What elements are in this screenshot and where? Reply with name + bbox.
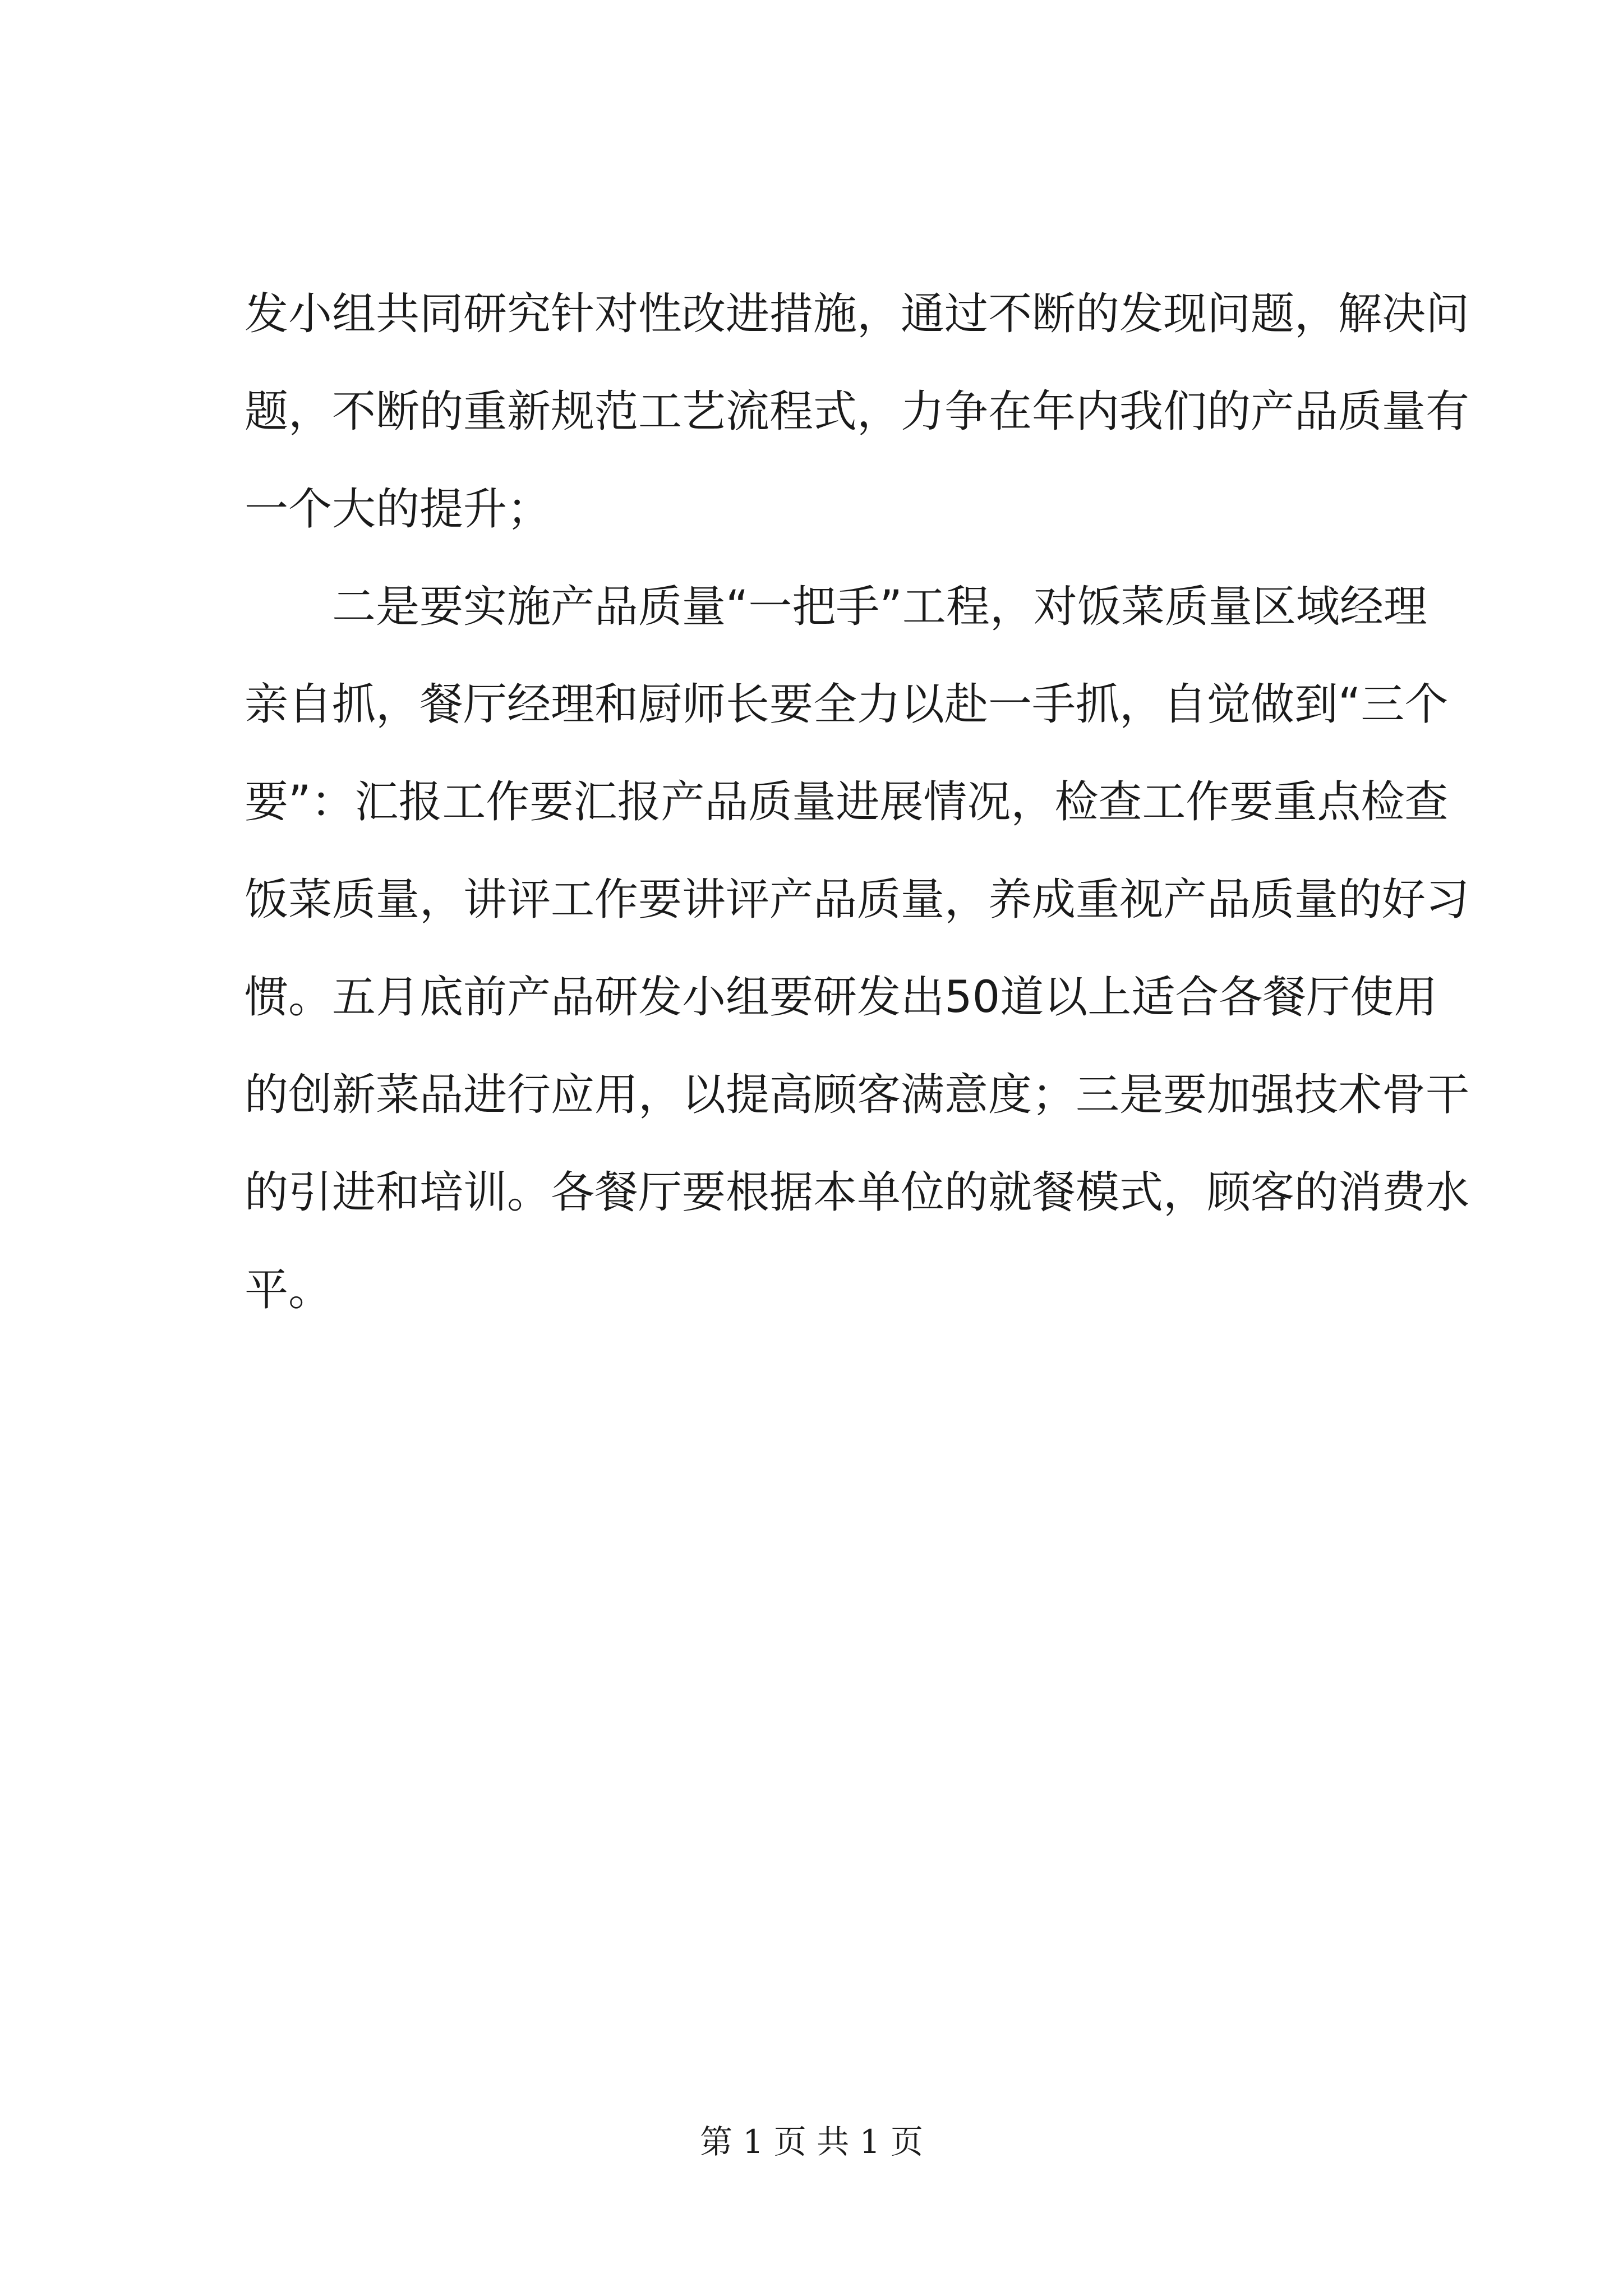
text-line: 要”：汇报工作要汇报产品质量进展情况，检查工作要重点检查 — [245, 777, 1449, 827]
text-line: 一个大的提升； — [245, 484, 551, 535]
text-line: 的引进和培训。各餐厅要根据本单位的就餐模式，顾客的消费水 — [245, 1167, 1470, 1218]
text-line: 的创新菜品进行应用，以提高顾客满意度；三是要加强技术骨干 — [245, 1070, 1470, 1120]
text-line: 饭菜质量，讲评工作要讲评产品质量，养成重视产品质量的好习 — [245, 875, 1470, 925]
text-line: 题，不断的重新规范工艺流程式，力争在年内我们的产品质量有 — [245, 386, 1470, 437]
text-line: 惯。五月底前产品研发小组要研发出50道以上适合各餐厅使用 — [245, 972, 1438, 1023]
page-footer: 第 1 页 共 1 页 — [700, 2123, 923, 2161]
text-line: 亲自抓，餐厅经理和厨师长要全力以赴一手抓，自觉做到“三个 — [245, 679, 1449, 730]
body-paragraph — [245, 265, 1470, 1339]
text-line: 二是要实施产品质量“一把手”工程，对饭菜质量区域经理 — [245, 582, 1427, 632]
text-line: 发小组共同研究针对性改进措施，通过不断的发现问题，解决问 — [245, 289, 1470, 339]
text-line: 平。 — [245, 1265, 333, 1315]
